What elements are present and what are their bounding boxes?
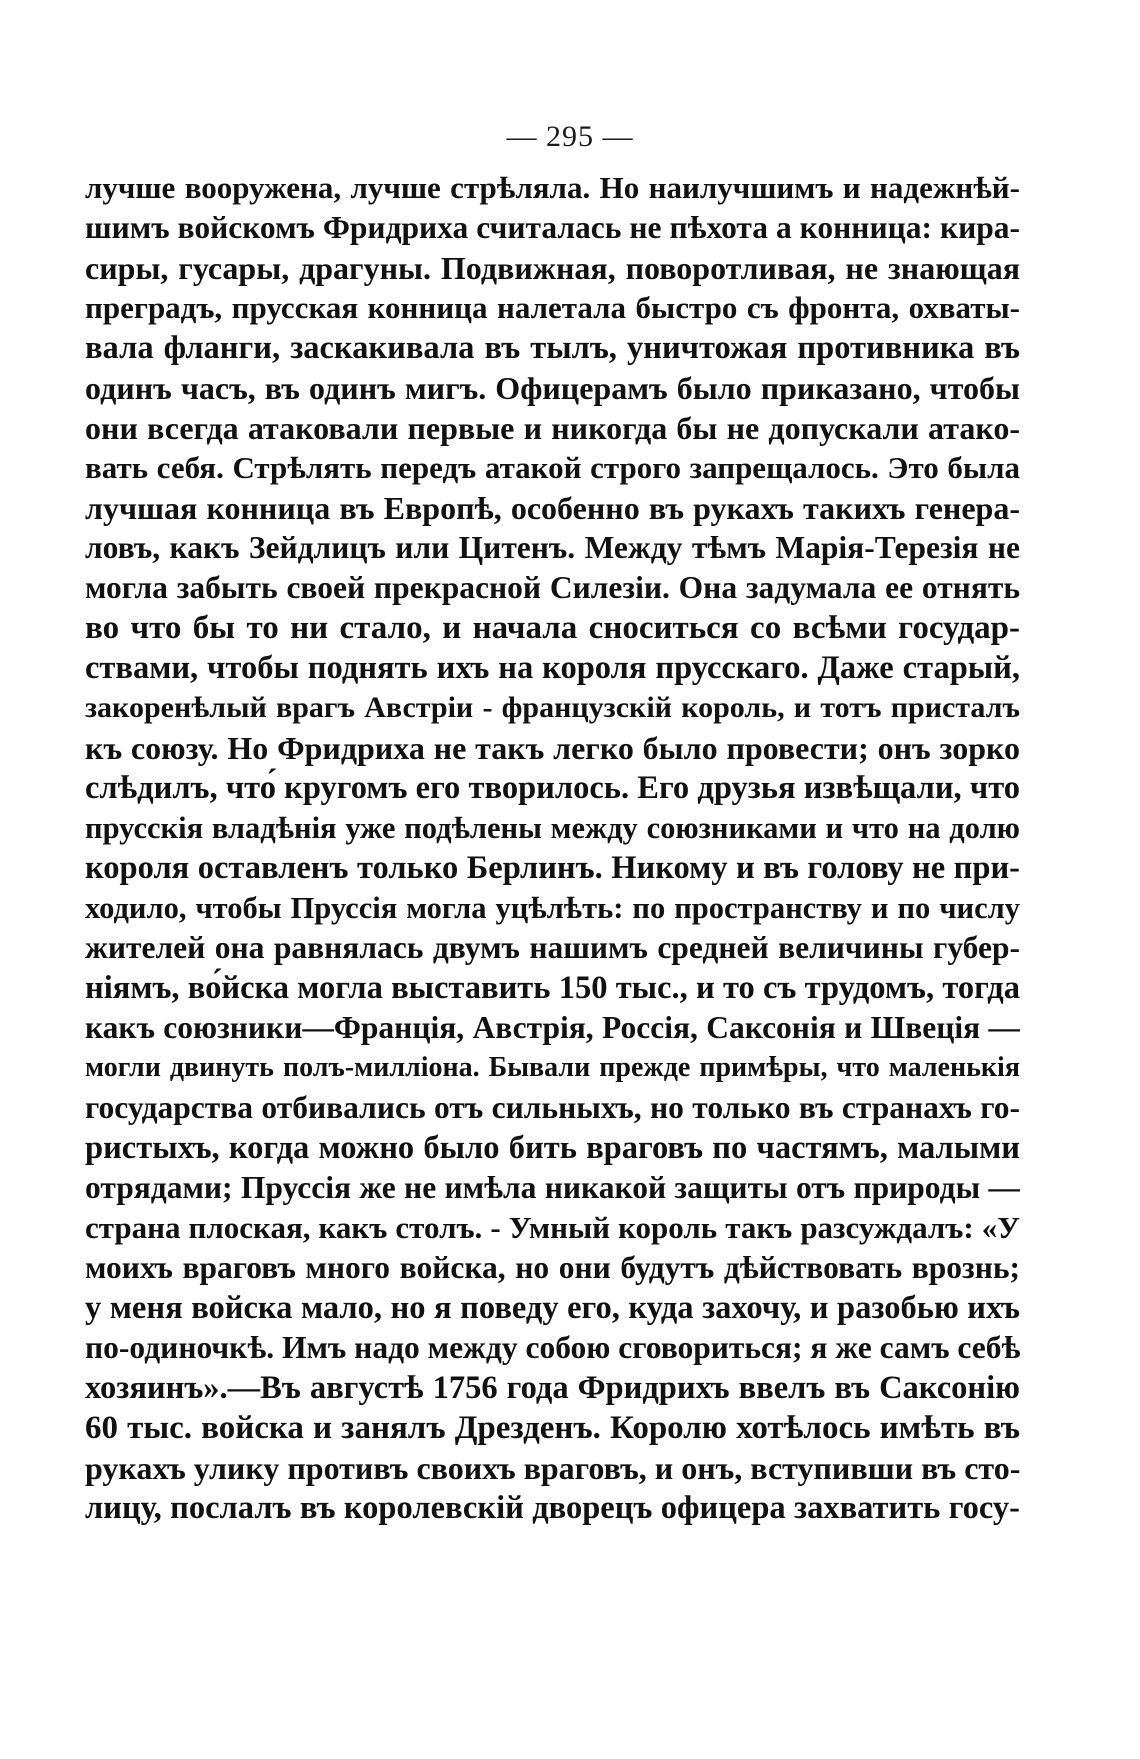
text-line: короля оставленъ только Берлинъ. Никому и въ голову не при- (85, 850, 1020, 886)
text-line: ристыхъ, когда можно было бить враговъ по частямъ, малыми (85, 1130, 1020, 1166)
text-line: они всегда атаковали первые и никогда бы не допускали атако- (85, 410, 1020, 446)
text-line: ніямъ, во́йска могла выставить 150 тыс., и то съ трудомъ, тогда (85, 970, 1020, 1006)
text-line: какъ союзники—Франція, Австрія, Россія, Саксонія и Швеція — (85, 1010, 1020, 1045)
text-line: ходило, чтобы Пруссія могла уцѣлѣть: по пространству и по числу (85, 891, 1020, 925)
text-line: жителей она равнялась двумъ нашимъ средней величины губер- (85, 930, 1020, 965)
body-text (85, 168, 1020, 1528)
text-line: шимъ войскомъ Фридриха считалась не пѣхота а конница: кира- (85, 210, 1020, 245)
text-line: у меня войска мало, но я поведу его, куда захочу, и разобью ихъ (85, 1290, 1020, 1326)
text-line: могли двинуть полъ-милліона. Бывали прежде примѣры, что маленькія (85, 1052, 1020, 1083)
text-line: слѣдилъ, что́ кругомъ его творилось. Его друзья извѣщали, что (85, 770, 1020, 806)
text-line: государства отбивались отъ сильныхъ, но только въ странахъ го- (85, 1090, 1020, 1125)
text-line: вать себя. Стрѣлять передъ атакой строго запрещалось. Это была (85, 450, 1020, 485)
text-line: ствами, чтобы поднять ихъ на короля прусскаго. Даже старый, (85, 650, 1020, 686)
text-line: лучшая конница въ Европѣ, особенно въ рукахъ такихъ генера- (85, 490, 1020, 526)
text-line: лучше вооружена, лучше стрѣляла. Но наилучшимъ и надежнѣй- (85, 170, 1020, 205)
text-line: вала фланги, заскакивала въ тылъ, уничтожая противника въ (85, 330, 1020, 366)
text-line: преградъ, прусская конница налетала быстро съ фронта, охваты- (85, 290, 1020, 325)
text-line: къ союзу. Но Фридриха не такъ легко было провести; онъ зорко (85, 730, 1020, 766)
text-line: отрядами; Пруссія же не имѣла никакой защиты отъ природы — (85, 1170, 1020, 1205)
text-line: ловъ, какъ Зейдлицъ или Цитенъ. Между тѣмъ Марія-Терезія не (85, 530, 1020, 565)
text-line: 60 тыс. войска и занялъ Дрезденъ. Королю хотѣлось имѣть въ (85, 1410, 1020, 1446)
text-line: закоренѣлый врагъ Австріи - французскій король, и тотъ присталъ (85, 691, 1020, 724)
text-line: лицу, послалъ въ королевскій дворецъ офицера захватить госу- (85, 1490, 1020, 1526)
text-line: одинъ часъ, въ одинъ мигъ. Офицерамъ было приказано, чтобы (85, 370, 1020, 406)
text-line: моихъ враговъ много войска, но они будутъ дѣйствовать врознь; (85, 1250, 1020, 1285)
text-line: по-одиночкѣ. Имъ надо между собою сговориться; я же самъ себѣ (85, 1330, 1020, 1365)
text-line: могла забыть своей прекрасной Силезіи. Она задумала ее отнять (85, 570, 1020, 605)
text-line: страна плоская, какъ столъ. - Умный король такъ разсуждалъ: «У (85, 1210, 1020, 1245)
text-line: прусскія владѣнія уже подѣлены между союзниками и что на долю (85, 811, 1020, 845)
page-number: — 295 — (506, 120, 634, 153)
text-line: рукахъ улику противъ своихъ враговъ, и онъ, вступивши въ сто- (85, 1450, 1020, 1486)
text-line: сиры, гусары, драгуны. Подвижная, поворотливая, не знающая (85, 250, 1020, 286)
text-line: хозяинъ».—Въ августѣ 1756 года Фридрихъ ввелъ въ Саксонію (85, 1370, 1020, 1406)
text-line: во что бы то ни стало, и начала сноситься со всѣми государ- (85, 610, 1020, 646)
